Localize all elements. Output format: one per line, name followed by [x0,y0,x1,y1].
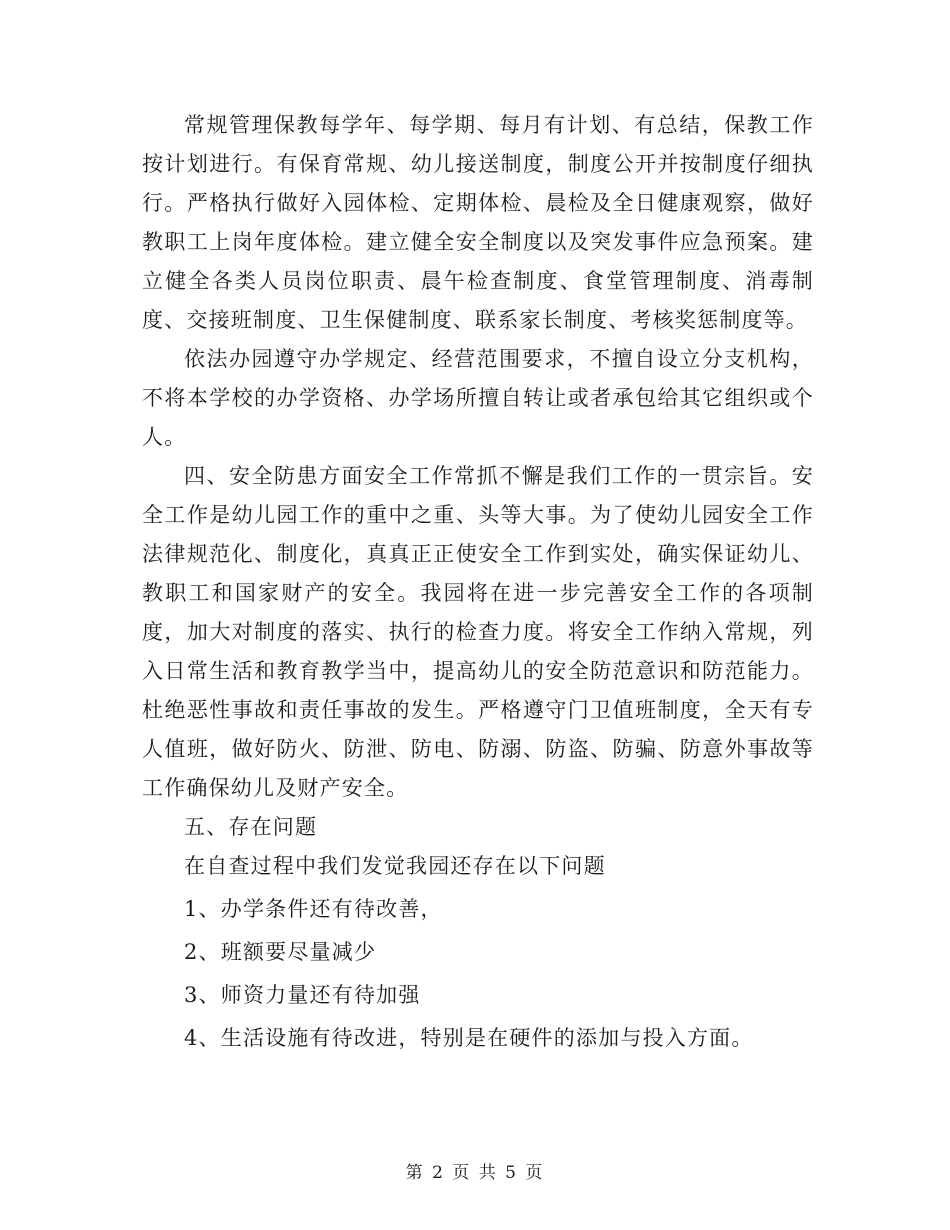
paragraph-safety: 四、安全防患方面安全工作常抓不懈是我们工作的一贯宗旨。安全工作是幼儿园工作的重中之重、头等大事。为了使幼儿园安全工作法律规范化、制度化，真真正正使安全工作到实处，确实保证幼儿、教职工和国家财产的安全。我园将在进一步完善安全工作的各项制度，加大对制度的落实、执行的检查力度。将安全工作纳入常规，列入日常生活和教育教学当中，提高幼儿的安全防范意识和防范能力。杜绝恶性事故和责任事故的发生。严格遵守门卫值班制度，全天有专人值班，做好防火、防泄、防电、防溺、防盗、防骗、防意外事故等工作确保幼儿及财产安全。 [142,464,814,800]
issue-item: 1、办学条件还有待改善， [184,897,443,921]
issue-item: 3、师资力量还有待加强 [184,983,421,1007]
paragraph-legal-operation: 依法办园遵守办学规定、经营范围要求，不擅自设立分支机构，不将本学校的办学资格、办学场所擅自转让或者承包给其它组织或个人。 [142,347,814,449]
section-heading: 五、存在问题 [184,815,318,839]
issue-item: 2、班额要尽量减少 [184,940,377,964]
issues-intro: 在自查过程中我们发觉我园还存在以下问题 [184,854,606,878]
page-footer: 第 2 页 共 5 页 [405,1163,545,1183]
document-body [142,106,814,1058]
paragraph-management: 常规管理保教每学年、每学期、每月有计划、有总结，保教工作按计划进行。有保育常规、幼儿接送制度，制度公开并按制度仔细执行。严格执行做好入园体检、定期体检、晨检及全日健康观察，做好教职工上岗年度体检。建立健全安全制度以及突发事件应急预案。建立健全各类人员岗位职责、晨午检查制度、食堂管理制度、消毒制度、交接班制度、卫生保健制度、联系家长制度、考核奖惩制度等。 [142,113,814,332]
issue-item: 4、生活设施有待改进，特别是在硬件的添加与投入方面。 [184,1026,754,1050]
